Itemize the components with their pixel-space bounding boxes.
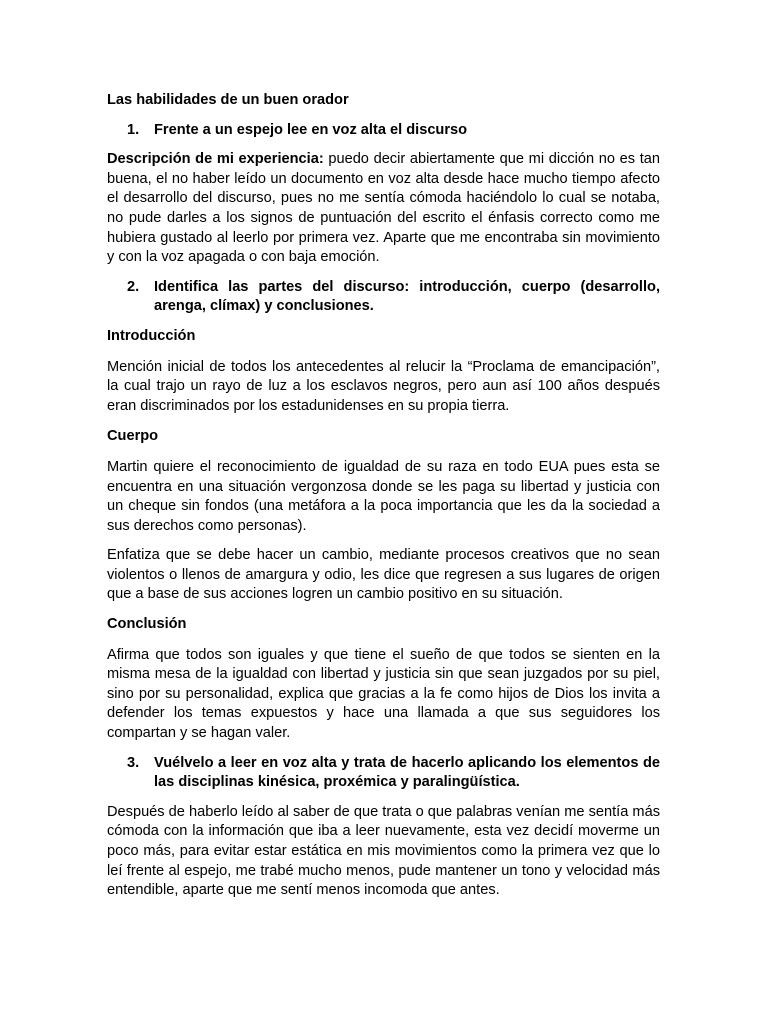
document-title: Las habilidades de un buen orador bbox=[107, 92, 349, 108]
item-text: Vuélvelo a leer en voz alta y trata de hacerlo aplicando los elementos de las disciplinas kinésica, proxémica y paralingüística. bbox=[154, 754, 660, 791]
conclusion-paragraph: Afirma que todos son iguales y que tiene el sueño de que todos se sienten en la misma mesa de la igualdad con libertad y justicia sin que sean juzgados por su piel, sino por su personalidad, explica que gracias a la fe como hijos de Dios los invita a defender los temas expuestos y hace una llamada a que sus seguidores los compartan y se hagan valer. bbox=[107, 646, 660, 742]
item-number: 3. bbox=[127, 754, 140, 771]
intro-heading: Introducción bbox=[107, 327, 196, 344]
item-text: Identifica las partes del discurso: introducción, cuerpo (desarrollo, arenga, clímax) y conclusiones. bbox=[154, 278, 660, 315]
body-heading: Cuerpo bbox=[107, 428, 159, 445]
item-number: 1. bbox=[127, 121, 140, 138]
numbered-item-1 bbox=[107, 121, 660, 141]
item-number: 2. bbox=[127, 278, 140, 295]
intro-paragraph: Mención inicial de todos los antecedentes al relucir la “Proclama de emancipación”, la cual trajo un rayo de luz a los esclavos negros, pero aun así 100 años después eran discriminados por los estadunidenses en su propia tierra. bbox=[107, 358, 660, 414]
final-paragraph: Después de haberlo leído al saber de que trata o que palabras venían me sentía más cómoda con la información que iba a leer nuevamente, esta vez decidí moverme un poco más, para evitar estar estática en mis movimientos como la primera vez que lo leí frente al espejo, me trabé mucho menos, pude mantener un tono y velocidad más entendible, aparte que me sentí menos incomoda que antes. bbox=[107, 803, 660, 899]
document-page bbox=[107, 91, 660, 911]
item-text: Frente a un espejo lee en voz alta el discurso bbox=[154, 121, 468, 138]
numbered-item-2 bbox=[107, 278, 660, 317]
body-paragraph-1: Martin quiere el reconocimiento de igualdad de su raza en todo EUA pues esta se encuentra en una situación vergonzosa donde se les paga su libertad y justicia con un cheque sin fondos (una metáfora a la poca importancia que les da la sociedad a sus derechos como personas). bbox=[107, 458, 660, 534]
experience-text: puedo decir abiertamente que mi dicción no es tan buena, el no haber leído un documento en voz alta desde hace mucho tiempo afecto el desarrollo del discurso, pues no me sentía cómoda haciéndolo lo cual se notaba, no pude darles a los signos de puntuación del escrito el énfasis correcto como me hubiera gustado al leerlo por primera vez. Aparte que me encontraba sin movimiento y con la voz apagada o con baja emoción. bbox=[107, 151, 660, 266]
experience-paragraph bbox=[107, 150, 660, 268]
numbered-item-3 bbox=[107, 754, 660, 793]
body-paragraph-2: Enfatiza que se debe hacer un cambio, mediante procesos creativos que no sean violentos o llenos de amargura y odio, les dice que regresen a sus lugares de origen que a base de sus acciones logren un cambio positivo en su situación. bbox=[107, 547, 660, 603]
experience-lead: Descripción de mi experiencia: bbox=[107, 151, 324, 168]
conclusion-heading: Conclusión bbox=[107, 616, 187, 633]
